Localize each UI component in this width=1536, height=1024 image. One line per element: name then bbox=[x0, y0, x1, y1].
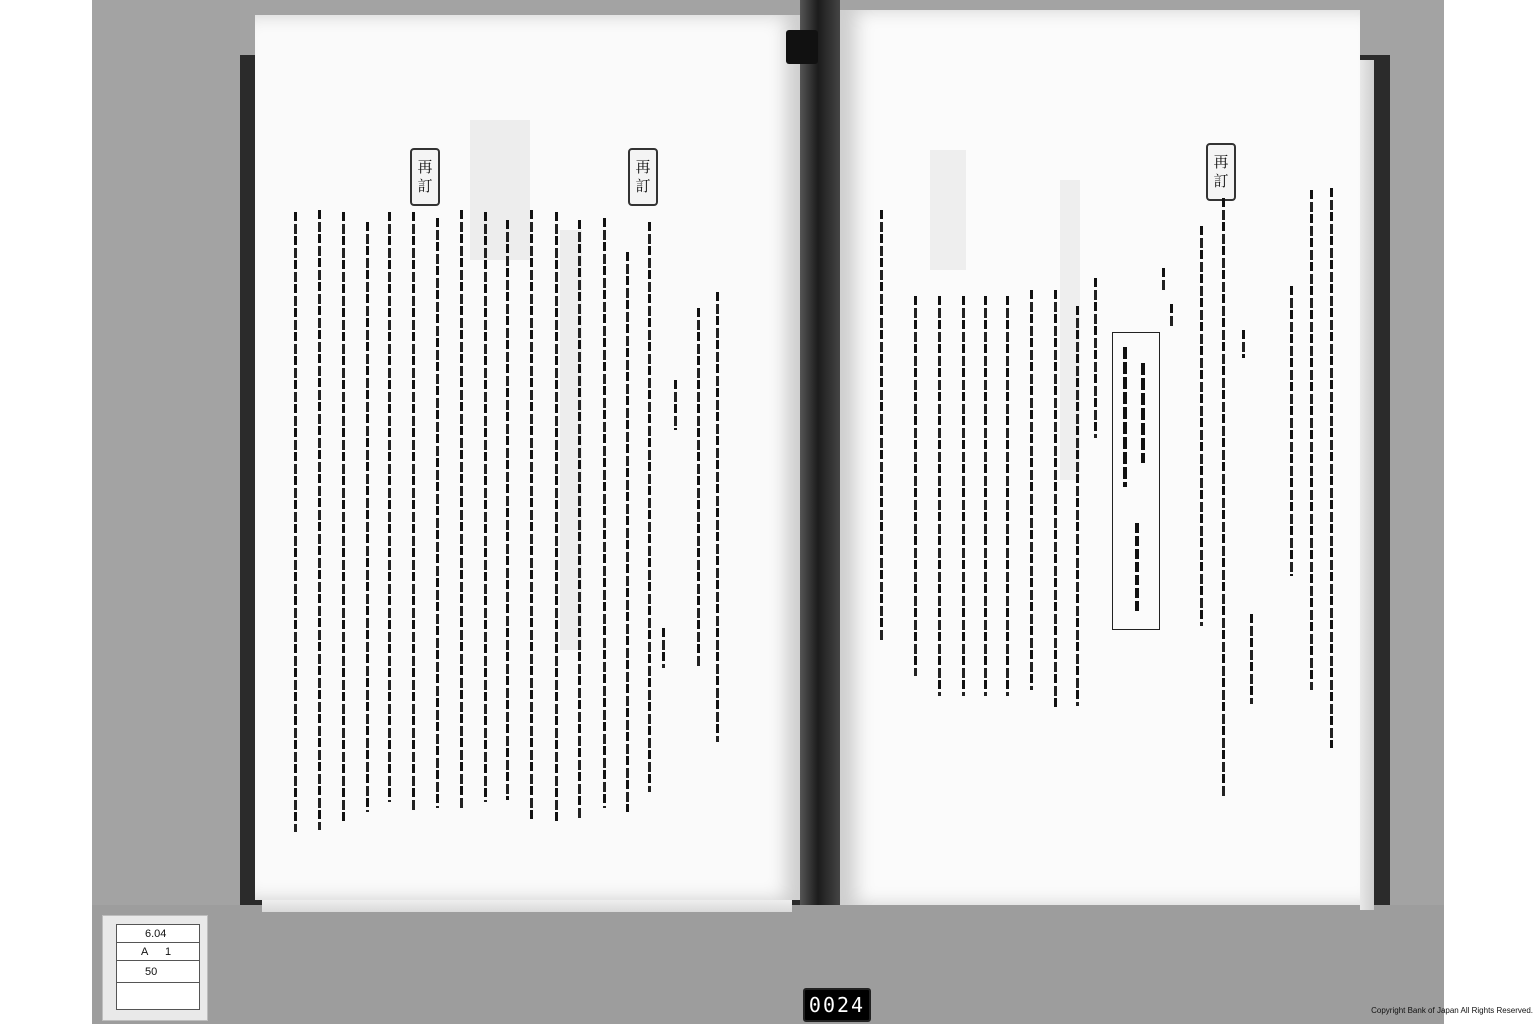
index-row bbox=[117, 961, 199, 983]
manuscript-column bbox=[318, 210, 321, 830]
manuscript-column bbox=[294, 212, 297, 832]
index-row bbox=[117, 943, 199, 961]
manuscript-column bbox=[412, 212, 415, 812]
frame-counter: 0024 bbox=[803, 988, 871, 1022]
manuscript-column bbox=[1030, 290, 1033, 690]
manuscript-column bbox=[342, 212, 345, 822]
stamp-char: 再 bbox=[417, 158, 433, 176]
manuscript-column bbox=[436, 218, 439, 808]
revision-stamp bbox=[628, 148, 658, 206]
boxed-heading bbox=[1112, 332, 1160, 630]
manuscript-column bbox=[1054, 290, 1057, 710]
revision-stamp bbox=[410, 148, 440, 206]
book-gutter bbox=[800, 0, 840, 905]
manuscript-column bbox=[716, 292, 719, 742]
stamp-char: 訂 bbox=[635, 177, 651, 195]
manuscript-column bbox=[506, 220, 509, 800]
revision-stamp bbox=[1206, 143, 1236, 201]
bleed-through bbox=[930, 150, 966, 270]
manuscript-column bbox=[460, 210, 463, 810]
manuscript-column bbox=[1135, 523, 1139, 613]
right-page-edge bbox=[1360, 60, 1374, 910]
stamp-char: 再 bbox=[635, 158, 651, 176]
right-margin bbox=[1444, 0, 1536, 1024]
manuscript-column bbox=[366, 222, 369, 812]
manuscript-column bbox=[1290, 286, 1293, 576]
manuscript-column bbox=[530, 210, 533, 822]
copyright-notice: Copyright Bank of Japan All Rights Reserved. bbox=[1371, 1006, 1533, 1015]
left-margin bbox=[0, 0, 92, 1024]
manuscript-column bbox=[1170, 304, 1173, 326]
manuscript-column bbox=[1310, 190, 1313, 690]
manuscript-column bbox=[1094, 278, 1097, 438]
manuscript-column bbox=[662, 628, 665, 668]
manuscript-column bbox=[1242, 330, 1245, 358]
manuscript-column bbox=[1006, 296, 1009, 696]
index-row bbox=[117, 983, 199, 1009]
manuscript-column bbox=[1222, 198, 1225, 798]
manuscript-column bbox=[984, 296, 987, 696]
manuscript-column bbox=[1141, 363, 1145, 463]
right-page bbox=[840, 10, 1360, 905]
left-page-stack bbox=[262, 900, 792, 912]
manuscript-column bbox=[697, 308, 700, 668]
manuscript-column bbox=[603, 218, 606, 808]
manuscript-column bbox=[880, 210, 883, 640]
manuscript-column bbox=[388, 212, 391, 802]
index-value: 50 bbox=[145, 966, 158, 978]
manuscript-column bbox=[1250, 614, 1253, 704]
stamp-char: 再 bbox=[1213, 153, 1229, 171]
manuscript-column bbox=[1162, 268, 1165, 290]
manuscript-column bbox=[1200, 226, 1203, 626]
manuscript-column bbox=[914, 296, 917, 676]
manuscript-column bbox=[938, 296, 941, 696]
index-value: 1 bbox=[165, 946, 172, 958]
index-table bbox=[116, 924, 200, 1010]
manuscript-column bbox=[1076, 306, 1079, 706]
stamp-char: 訂 bbox=[417, 177, 433, 195]
manuscript-column bbox=[626, 252, 629, 812]
manuscript-column bbox=[962, 296, 965, 696]
manuscript-column bbox=[484, 212, 487, 802]
manuscript-column bbox=[555, 212, 558, 822]
manuscript-column bbox=[1330, 188, 1333, 748]
bottom-strip bbox=[92, 905, 1444, 1024]
manuscript-column bbox=[1123, 347, 1127, 487]
index-value: A bbox=[141, 946, 149, 958]
manuscript-column bbox=[578, 220, 581, 820]
manuscript-column bbox=[674, 380, 677, 430]
index-value: 6.04 bbox=[145, 928, 167, 940]
index-row bbox=[117, 925, 199, 943]
bleed-through bbox=[470, 120, 530, 260]
manuscript-column bbox=[648, 222, 651, 792]
binding-clip bbox=[786, 30, 818, 64]
stamp-char: 訂 bbox=[1213, 172, 1229, 190]
